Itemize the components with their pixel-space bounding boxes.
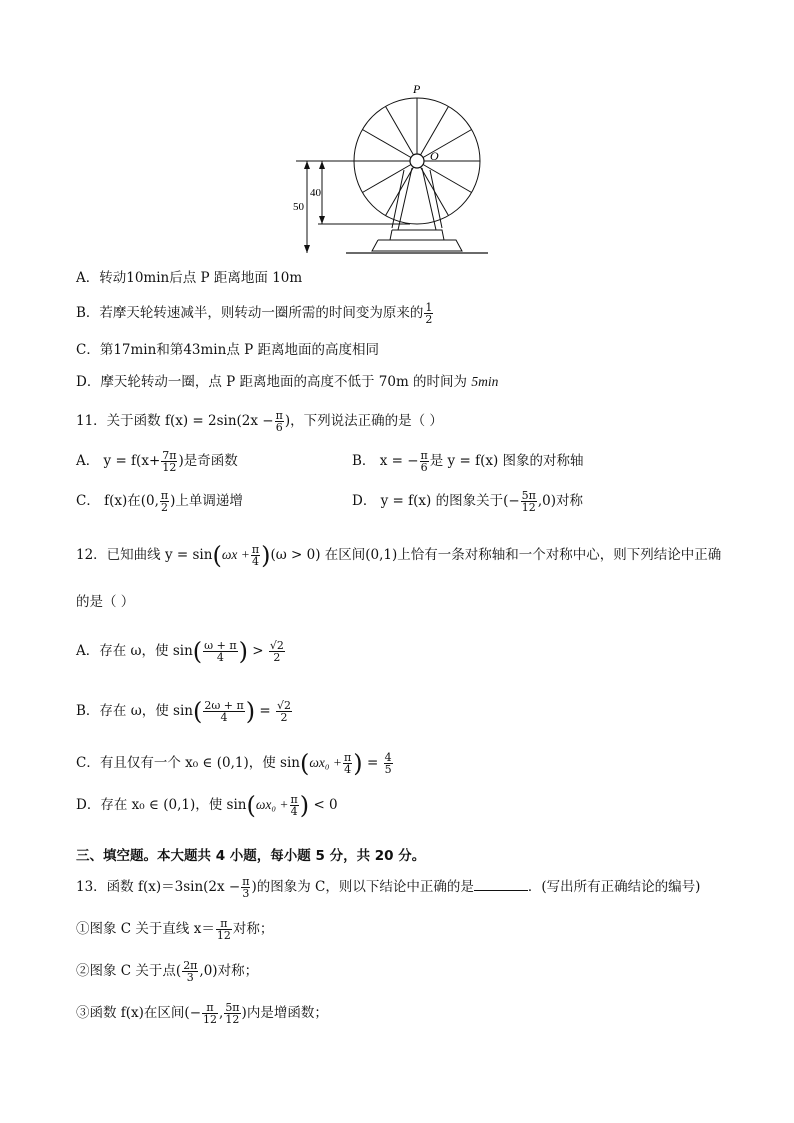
q13-item-2: ②图象 C 关于点( $\frac{2\pi}{3}$ ,0)对称； xyxy=(76,959,259,984)
q11-stem: 11．关于函数 f(x) = 2sin(2x − $\frac{\pi}{6}$ )，下列说法正确的是（ ） xyxy=(76,409,443,434)
answer-blank[interactable] xyxy=(474,878,528,891)
q10-option-c: C．第17min和第43min点 P 距离地面的高度相同 xyxy=(76,342,379,358)
q12-stem-line2: 的是（ ） xyxy=(76,594,135,610)
q12-option-a: A．存在 ω，使 sin( $\frac{\omega + \pi}{4}$ ) > $\frac{√2}{2}$ xyxy=(76,637,284,666)
q12-option-c: C．有且仅有一个 x₀ ∈ (0,1)，使 sin(ωx₀ + $\frac{\pi}{4}$ ) = $\frac{4}{5}$ xyxy=(76,749,392,778)
label-40: 40 xyxy=(310,187,321,199)
wheel-support xyxy=(392,168,442,230)
wheel-base xyxy=(346,230,488,253)
section-3-heading: 三、填空题。本大题共 4 小题，每小题 5 分，共 20 分。 xyxy=(76,848,426,864)
q13-item-1: ①图象 C 关于直线 x＝ $\frac{\pi}{12}$ 对称； xyxy=(76,917,274,942)
height-dimension-lines xyxy=(296,161,417,253)
q11-option-c: C． f(x)在(0, $\frac{\pi}{2}$ )上单调递增 xyxy=(76,489,243,514)
q11-option-d: D． y = f(x) 的图象关于(− $\frac{5\pi}{12}$ ,0)对称 xyxy=(352,489,584,514)
label-50: 50 xyxy=(293,201,304,213)
ferris-wheel-figure xyxy=(0,80,794,340)
q11-option-b: B． x = − $\frac{\pi}{6}$ 是 y = f(x) 图象的对称轴 xyxy=(352,449,584,474)
label-p: P xyxy=(413,82,421,96)
label-o: O xyxy=(430,149,439,163)
q10-option-d: D．摩天轮转动一圈，点 P 距离地面的高度不低于 70m 的时间为 5min xyxy=(76,374,499,390)
q10-option-a: A．转动10min后点 P 距离地面 10m xyxy=(76,270,303,286)
q13-item-3: ③函数 f(x)在区间(− $\frac{\pi}{12}$ , $\frac{5\pi}{12}$ )内是增函数； xyxy=(76,1001,328,1026)
q12-option-d: D．存在 x₀ ∈ (0,1)，使 sin(ωx₀ + $\frac{\pi}{4}$ ) < 0 xyxy=(76,791,338,820)
q13-stem: 13．函数 f(x)＝3sin(2x − $\frac{\pi}{3}$ )的图象为 C，则以下结论中正确的是 ．(写出所有正确结论的编号) xyxy=(76,875,701,900)
q11-option-a: A． y = f(x+ $\frac{7\pi}{12}$ )是奇函数 xyxy=(76,449,238,474)
hub-circle xyxy=(410,154,424,168)
q10-option-b: B．若摩天轮转速减半，则转动一圈所需的时间变为原来的 $\frac{1}{2}$ xyxy=(76,301,433,326)
q12-stem: 12．已知曲线 y = sin(ωx + $\frac{\pi}{4}$ )(ω > 0) 在区间(0,1)上恰有一条对称轴和一个对称中心，则下列结论中正确 xyxy=(76,541,722,570)
q12-option-b: B．存在 ω，使 sin( $\frac{2\omega + \pi}{4}$ ) = $\frac{√2}{2}$ xyxy=(76,697,292,726)
